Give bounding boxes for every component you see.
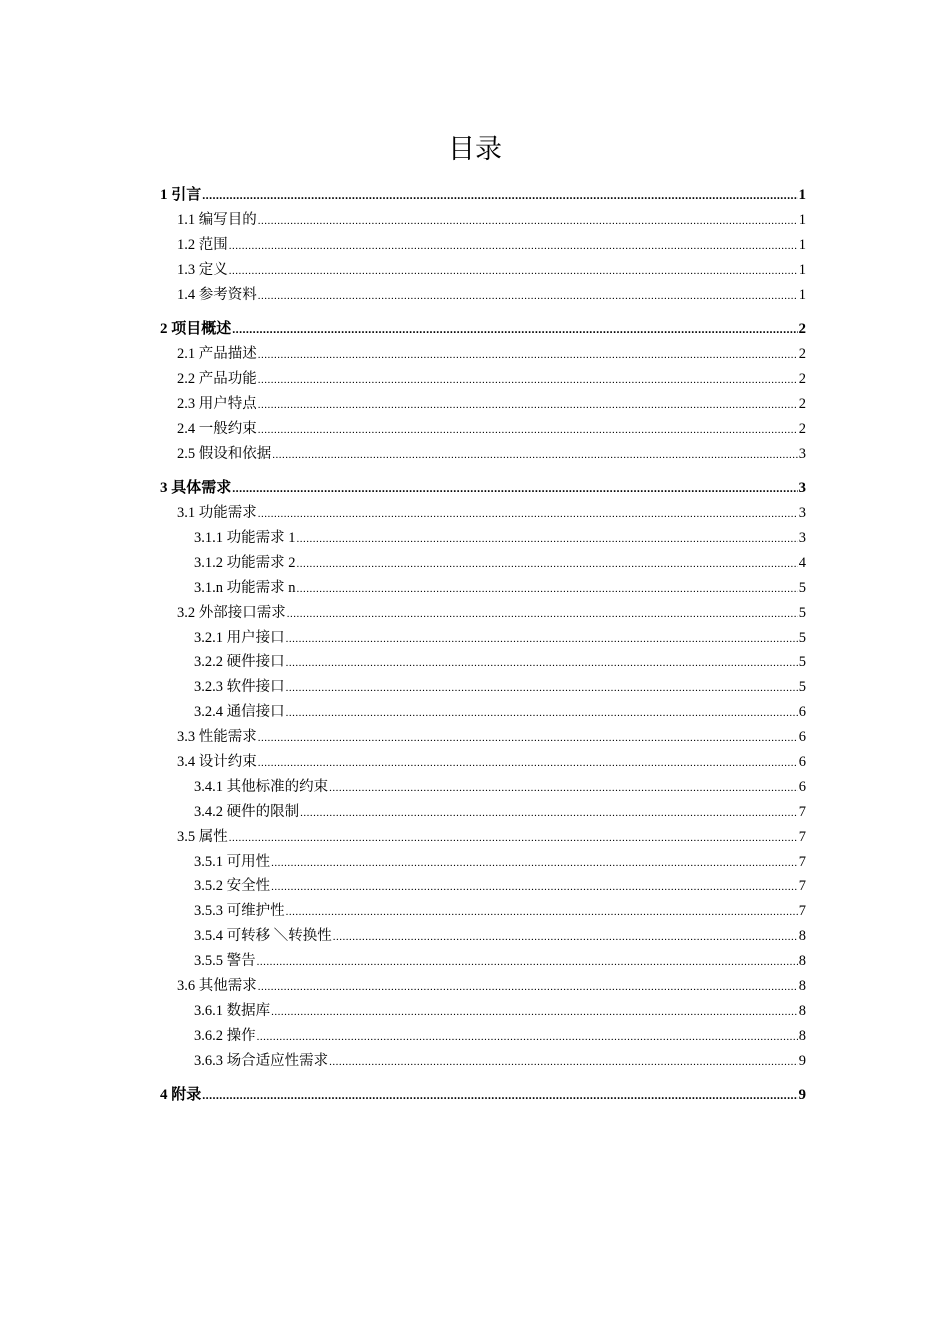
toc-entry[interactable] xyxy=(160,999,806,1024)
toc-page-number: 6 xyxy=(798,778,806,795)
toc-page-number: 2 xyxy=(798,346,806,363)
toc-page-number: 9 xyxy=(798,1087,806,1104)
toc-dot-leader xyxy=(286,633,798,645)
toc-page-number: 1 xyxy=(798,236,806,253)
toc-entry-label: 3.6 其他需求 xyxy=(177,977,257,994)
toc-dot-leader xyxy=(258,757,798,769)
toc-page-number: 6 xyxy=(798,704,806,721)
toc-dot-leader xyxy=(286,657,798,669)
toc-page-number: 5 xyxy=(798,629,806,646)
toc-page-number: 2 xyxy=(798,420,806,437)
toc-entry[interactable] xyxy=(160,974,806,999)
toc-page-number: 1 xyxy=(798,211,806,228)
toc-dot-leader xyxy=(229,832,798,844)
toc-dot-leader xyxy=(271,881,798,893)
toc-page-number: 2 xyxy=(798,370,806,387)
toc-entry-label: 3.5.3 可维护性 xyxy=(194,903,285,920)
toc-entry[interactable] xyxy=(160,317,806,342)
toc-dot-leader xyxy=(300,807,798,819)
toc-entry-label: 2.2 产品功能 xyxy=(177,370,257,387)
toc-entry[interactable] xyxy=(160,700,806,725)
toc-page-number: 1 xyxy=(798,286,806,303)
toc-dot-leader xyxy=(271,1006,798,1018)
toc-page-number: 6 xyxy=(798,729,806,746)
toc-page-number: 8 xyxy=(798,1002,806,1019)
toc-dot-leader xyxy=(202,188,797,203)
toc-entry-label: 3.6.3 场合适应性需求 xyxy=(194,1052,329,1069)
toc-entry[interactable] xyxy=(160,800,806,825)
toc-entry-label: 3.4.1 其他标准的约束 xyxy=(194,778,329,795)
toc-entry-label: 2.4 一般约束 xyxy=(177,420,257,437)
toc-entry[interactable] xyxy=(160,650,806,675)
toc-entry-label: 3.1.n 功能需求 n xyxy=(194,579,296,596)
toc-entry[interactable] xyxy=(160,949,806,974)
toc-entry[interactable] xyxy=(160,1049,806,1074)
toc-entry-label: 3.4 设计约束 xyxy=(177,753,257,770)
toc-entry-label: 3.5.1 可用性 xyxy=(194,853,271,870)
toc-entry-label: 3.4.2 硬件的限制 xyxy=(194,803,300,820)
toc-entry-label: 4 附录 xyxy=(160,1087,202,1104)
table-of-contents xyxy=(160,183,806,1108)
toc-dot-leader xyxy=(287,608,798,620)
toc-page-number: 1 xyxy=(798,261,806,278)
toc-entry-label: 1.2 范围 xyxy=(177,236,228,253)
toc-entry[interactable] xyxy=(160,283,806,308)
toc-entry-label: 3.1.2 功能需求 2 xyxy=(194,554,296,571)
toc-dot-leader xyxy=(258,290,798,302)
toc-page-number: 7 xyxy=(798,853,806,870)
toc-page-number: 7 xyxy=(798,903,806,920)
toc-dot-leader xyxy=(232,322,797,337)
toc-page-number: 8 xyxy=(798,953,806,970)
toc-dot-leader xyxy=(329,782,798,794)
toc-dot-leader xyxy=(258,374,798,386)
toc-entry-label: 2.3 用户特点 xyxy=(177,395,257,412)
toc-page-number: 8 xyxy=(798,977,806,994)
toc-entry[interactable] xyxy=(160,825,806,850)
toc-entry[interactable] xyxy=(160,874,806,899)
toc-dot-leader xyxy=(272,449,798,461)
toc-entry-label: 3.2.3 软件接口 xyxy=(194,679,285,696)
toc-dot-leader xyxy=(258,981,798,993)
toc-dot-leader xyxy=(286,682,798,694)
toc-entry-label: 3.5 属性 xyxy=(177,828,228,845)
toc-page-number: 7 xyxy=(798,878,806,895)
toc-page-number: 5 xyxy=(798,604,806,621)
toc-entry[interactable] xyxy=(160,1024,806,1049)
toc-dot-leader xyxy=(257,1031,798,1043)
toc-dot-leader xyxy=(258,424,798,436)
toc-page-number: 2 xyxy=(798,321,806,338)
toc-dot-leader xyxy=(297,558,798,570)
toc-entry[interactable] xyxy=(160,501,806,526)
toc-entry[interactable] xyxy=(160,367,806,392)
toc-entry-label: 3.1 功能需求 xyxy=(177,505,257,522)
toc-dot-leader xyxy=(329,1056,798,1068)
toc-entry[interactable] xyxy=(160,208,806,233)
toc-entry[interactable] xyxy=(160,924,806,949)
toc-entry-label: 1.1 编写目的 xyxy=(177,211,257,228)
toc-page-number: 7 xyxy=(798,803,806,820)
toc-entry[interactable] xyxy=(160,526,806,551)
toc-entry-label: 1.3 定义 xyxy=(177,261,228,278)
toc-entry-label: 3.1.1 功能需求 1 xyxy=(194,529,296,546)
toc-entry[interactable] xyxy=(160,601,806,626)
toc-entry[interactable] xyxy=(160,850,806,875)
toc-page-number: 2 xyxy=(798,395,806,412)
toc-entry[interactable] xyxy=(160,183,806,208)
toc-page-number: 3 xyxy=(798,445,806,462)
toc-entry-label: 3.2.2 硬件接口 xyxy=(194,654,285,671)
toc-dot-leader xyxy=(297,533,798,545)
toc-dot-leader xyxy=(286,707,798,719)
toc-entry-label: 3.5.4 可转移 ＼转换性 xyxy=(194,928,332,945)
toc-entry[interactable] xyxy=(160,750,806,775)
toc-entry-label: 3.5.5 警告 xyxy=(194,953,256,970)
toc-entry-label: 1 引言 xyxy=(160,187,202,203)
toc-dot-leader xyxy=(258,349,798,361)
toc-entry-label: 3 具体需求 xyxy=(160,480,232,497)
toc-entry[interactable] xyxy=(160,1083,806,1108)
toc-page-number: 5 xyxy=(798,654,806,671)
toc-dot-leader xyxy=(258,215,798,227)
toc-dot-leader xyxy=(258,732,798,744)
toc-page-number: 3 xyxy=(798,505,806,522)
toc-entry-label: 1.4 参考资料 xyxy=(177,286,257,303)
toc-entry[interactable] xyxy=(160,899,806,924)
toc-entry[interactable] xyxy=(160,417,806,442)
toc-entry[interactable] xyxy=(160,626,806,651)
toc-entry[interactable] xyxy=(160,551,806,576)
toc-dot-leader xyxy=(258,399,798,411)
toc-page-number: 6 xyxy=(798,753,806,770)
toc-entry[interactable] xyxy=(160,576,806,601)
toc-page-number: 1 xyxy=(798,187,806,203)
toc-page-number: 8 xyxy=(798,1027,806,1044)
toc-page-number: 5 xyxy=(798,679,806,696)
page-title: 目录 xyxy=(448,134,502,165)
toc-entry-label: 3.2.4 通信接口 xyxy=(194,704,285,721)
toc-page-number: 4 xyxy=(798,554,806,571)
toc-page-number: 7 xyxy=(798,828,806,845)
toc-entry-label: 3.6.1 数据库 xyxy=(194,1002,271,1019)
toc-dot-leader xyxy=(229,265,798,277)
toc-entry[interactable] xyxy=(160,675,806,700)
toc-entry[interactable] xyxy=(160,725,806,750)
toc-entry-label: 3.3 性能需求 xyxy=(177,729,257,746)
toc-entry-label: 2.5 假设和依据 xyxy=(177,445,272,462)
toc-dot-leader xyxy=(297,583,798,595)
toc-dot-leader xyxy=(286,906,798,918)
toc-entry-label: 2 项目概述 xyxy=(160,321,232,338)
toc-entry-label: 3.2 外部接口需求 xyxy=(177,604,286,621)
toc-dot-leader xyxy=(202,1088,797,1103)
toc-page-number: 8 xyxy=(798,928,806,945)
toc-entry[interactable] xyxy=(160,476,806,501)
toc-entry-label: 3.2.1 用户接口 xyxy=(194,629,285,646)
toc-entry[interactable] xyxy=(160,775,806,800)
toc-dot-leader xyxy=(229,240,798,252)
toc-entry[interactable] xyxy=(160,233,806,258)
toc-entry-label: 3.5.2 安全性 xyxy=(194,878,271,895)
toc-page-number: 9 xyxy=(798,1052,806,1069)
toc-page-number: 3 xyxy=(798,529,806,546)
toc-entry-label: 2.1 产品描述 xyxy=(177,346,257,363)
toc-entry[interactable] xyxy=(160,342,806,367)
toc-page-number: 3 xyxy=(798,480,806,497)
toc-dot-leader xyxy=(333,931,798,943)
toc-entry[interactable] xyxy=(160,442,806,467)
toc-page-number: 5 xyxy=(798,579,806,596)
toc-entry-label: 3.6.2 操作 xyxy=(194,1027,256,1044)
toc-entry[interactable] xyxy=(160,258,806,283)
toc-dot-leader xyxy=(232,481,797,496)
toc-entry[interactable] xyxy=(160,392,806,417)
toc-dot-leader xyxy=(271,857,798,869)
toc-dot-leader xyxy=(257,956,798,968)
toc-dot-leader xyxy=(258,508,798,520)
